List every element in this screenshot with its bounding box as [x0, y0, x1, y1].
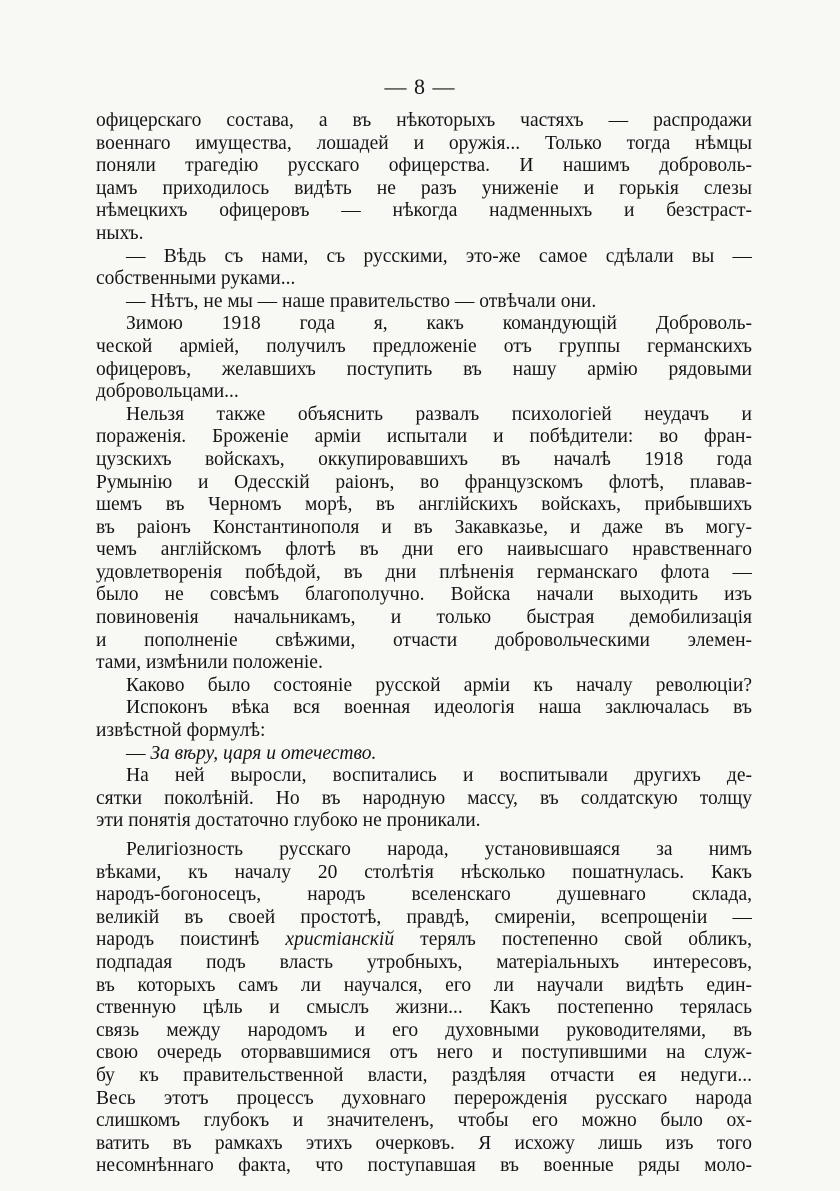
- page-number: — 8 —: [384, 74, 456, 99]
- text-line: свою очередь оторвавшимися отъ него и поступившими на служ-: [96, 1042, 752, 1064]
- text-line: народъ поистинѣ христіанскій терялъ постепенно свой обликъ,: [96, 929, 752, 951]
- text-line: офицерскаго состава, а въ нѣкоторыхъ частяхъ — распродажи: [96, 110, 752, 131]
- text-line: и пополненіе свѣжими, отчасти добровольческими элемен-: [96, 629, 752, 651]
- text-line: Зимою 1918 года я, какъ командующій Доброволь-: [126, 313, 752, 335]
- text-line: — Вѣдь съ нами, съ русскими, это-же самое сдѣлали вы —: [126, 245, 752, 267]
- text-line: повиновенія начальникамъ, и только быстрая демобилизація: [96, 607, 752, 629]
- text-line: слишкомъ глубокъ и значителенъ, чтобы его можно было ох-: [96, 1110, 752, 1132]
- emphasis-word: христіанскій: [285, 929, 395, 951]
- text-line: великій въ своей простотѣ, правдѣ, смиреніи, всепрощеніи —: [96, 906, 752, 928]
- text-line: цузскихъ войскахъ, оккупировавшихъ въ началѣ 1918 года: [96, 448, 752, 470]
- text-line: вѣками, къ началу 20 столѣтія нѣсколько пошатнулась. Какъ: [96, 861, 752, 883]
- text-line: ныхъ.: [96, 222, 144, 244]
- text-line: извѣстной формулѣ:: [96, 720, 266, 742]
- text-line: ческой арміей, получилъ предложеніе отъ группы германскихъ: [96, 335, 752, 357]
- text-line: было не совсѣмъ благополучно. Войска начали выходить изъ: [96, 584, 752, 606]
- text-line: пораженія. Броженіе арміи испытали и побѣдители: во фран-: [96, 426, 752, 448]
- text-line: Весь этотъ процессъ духовнаго перерожденія русскаго народа: [96, 1087, 752, 1109]
- text-line: въ раіонъ Константинополя и въ Закавказье, и даже въ могу-: [96, 516, 752, 538]
- text-line: Румынію и Одесскій раіонъ, во французскомъ флотѣ, плавав-: [96, 471, 752, 493]
- text-line: бу къ правительственной власти, раздѣляя отчасти ея недуги...: [96, 1064, 752, 1086]
- text-line: въ которыхъ самъ ли научался, его ли научали видѣть един-: [96, 974, 752, 996]
- text-line: народъ-богоносецъ, народъ вселенскаго душевнаго склада,: [96, 884, 752, 906]
- text-line: добровольцами...: [96, 381, 239, 403]
- text-line: цамъ приходилось видѣть не разъ униженіе и горькія слезы: [96, 177, 752, 199]
- text-line: тами, измѣнили положеніе.: [96, 652, 323, 674]
- text-line: шемъ въ Черномъ морѣ, въ англійскихъ войскахъ, прибывшихъ: [96, 494, 752, 516]
- text-line: сятки поколѣній. Но въ народную массу, въ солдатскую толщу: [96, 787, 752, 809]
- text-line: эти понятія достаточно глубоко не проникали.: [96, 810, 481, 832]
- text-line: Нельзя также объяснить развалъ психологіей неудачъ и: [126, 403, 752, 425]
- text-line: военнаго имущества, лошадей и оружія... Только тогда нѣмцы: [96, 132, 752, 154]
- text-line: чемъ англійскомъ флотѣ въ дни его наивысшаго нравственнаго: [96, 539, 752, 561]
- text-line: несомнѣннаго факта, что поступавшая въ военные ряды моло-: [96, 1155, 752, 1177]
- text-line: подпадая подъ власть утробныхъ, матеріальныхъ интересовъ,: [96, 951, 752, 973]
- text-line: ватить въ рамкахъ этихъ очерковъ. Я исхожу лишь изъ того: [96, 1132, 752, 1154]
- text-line: офицеровъ, желавшихъ поступить въ нашу армію рядовыми: [96, 358, 752, 380]
- text-line: — За вѣру, царя и отечество.: [126, 742, 377, 764]
- text-line: ственную цѣль и смыслъ жизни... Какъ постепенно терялась: [96, 997, 752, 1019]
- text-line: Каково было состояніе русской арміи къ началу революціи?: [126, 674, 752, 696]
- text-line: На ней выросли, воспитались и воспитывали другихъ де-: [126, 765, 752, 787]
- text-line: нѣмецкихъ офицеровъ — нѣкогда надменныхъ и безстраст-: [96, 200, 752, 222]
- text-line: удовлетворенія побѣдой, въ дни плѣненія германскаго флота —: [96, 561, 752, 583]
- formula-italic: За вѣру, царя и отечество.: [150, 742, 377, 764]
- text-line: — Нѣтъ, не мы — наше правительство — отвѣчали они.: [126, 290, 597, 312]
- text-line: Религіозность русскаго народа, установившаяся за нимъ: [126, 839, 752, 860]
- body-text: [96, 110, 752, 1178]
- text-line: связь между народомъ и его духовными руководителями, въ: [96, 1019, 752, 1041]
- text-line: поняли трагедію русскаго офицерства. И нашимъ доброволь-: [96, 155, 752, 177]
- text-line: Испоконъ вѣка вся военная идеологія наша заключалась въ: [126, 697, 752, 719]
- text-line: собственными руками...: [96, 268, 296, 290]
